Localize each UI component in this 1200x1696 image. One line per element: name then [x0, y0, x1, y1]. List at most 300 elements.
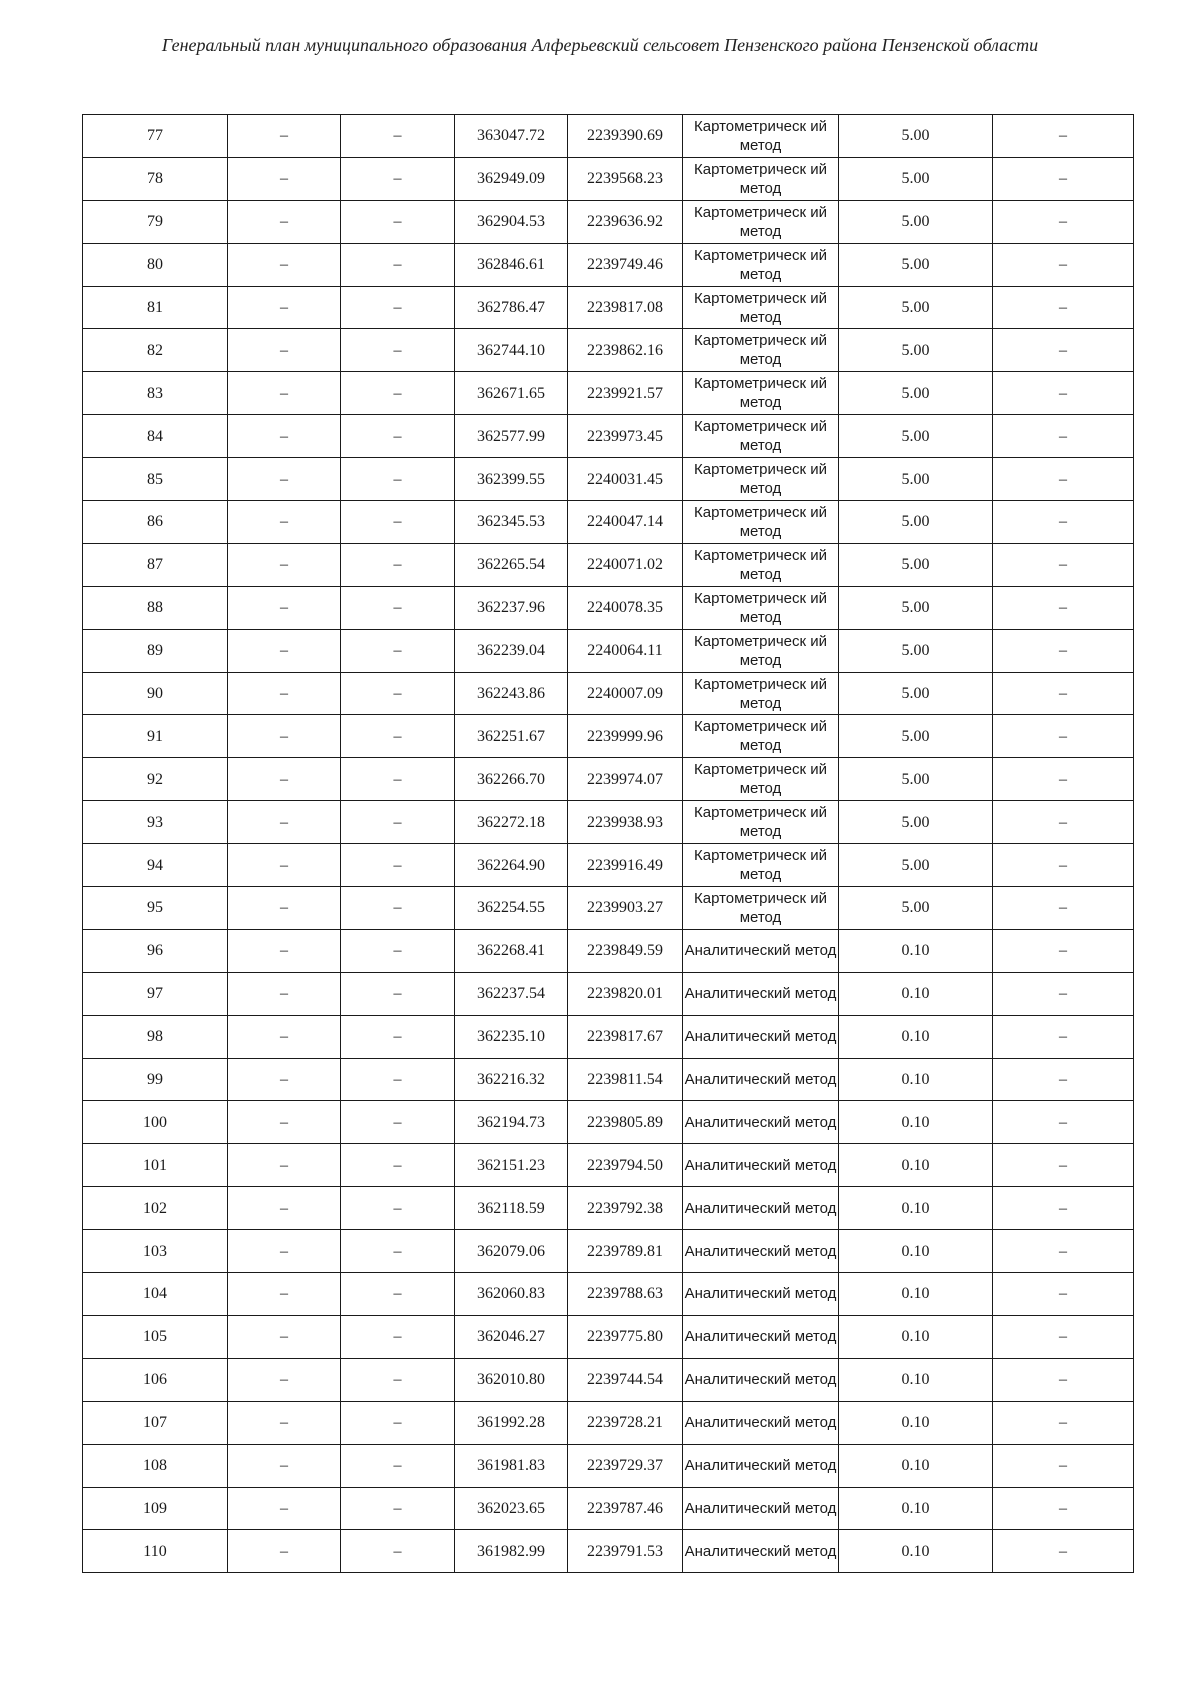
empty-x-cell: – — [228, 1444, 341, 1487]
method-cell: Аналитический метод — [683, 1401, 839, 1444]
table-row — [83, 1058, 1134, 1101]
x-coordinate-cell: 362846.61 — [455, 243, 568, 286]
accuracy-cell: 0.10 — [839, 1058, 993, 1101]
description-cell: – — [993, 243, 1134, 286]
y-coordinate-cell: 2239636.92 — [568, 200, 683, 243]
method-cell: Картометрическ ий метод — [683, 586, 839, 629]
empty-y-cell: – — [341, 972, 455, 1015]
y-coordinate-cell: 2239729.37 — [568, 1444, 683, 1487]
method-cell: Картометрическ ий метод — [683, 157, 839, 200]
point-number-cell: 103 — [83, 1230, 228, 1273]
empty-y-cell: – — [341, 200, 455, 243]
description-cell: – — [993, 972, 1134, 1015]
x-coordinate-cell: 362243.86 — [455, 672, 568, 715]
y-coordinate-cell: 2239788.63 — [568, 1273, 683, 1316]
accuracy-cell: 0.10 — [839, 1230, 993, 1273]
point-number-cell: 99 — [83, 1058, 228, 1101]
point-number-cell: 100 — [83, 1101, 228, 1144]
table-row — [83, 1315, 1134, 1358]
x-coordinate-cell: 361981.83 — [455, 1444, 568, 1487]
y-coordinate-cell: 2239811.54 — [568, 1058, 683, 1101]
y-coordinate-cell: 2240007.09 — [568, 672, 683, 715]
method-cell: Аналитический метод — [683, 1230, 839, 1273]
point-number-cell: 88 — [83, 586, 228, 629]
y-coordinate-cell: 2239921.57 — [568, 372, 683, 415]
table-row — [83, 1444, 1134, 1487]
description-cell: – — [993, 200, 1134, 243]
accuracy-cell: 5.00 — [839, 586, 993, 629]
accuracy-cell: 0.10 — [839, 1015, 993, 1058]
y-coordinate-cell: 2239973.45 — [568, 415, 683, 458]
accuracy-cell: 5.00 — [839, 458, 993, 501]
x-coordinate-cell: 362079.06 — [455, 1230, 568, 1273]
table-row — [83, 415, 1134, 458]
x-coordinate-cell: 362216.32 — [455, 1058, 568, 1101]
x-coordinate-cell: 362118.59 — [455, 1187, 568, 1230]
y-coordinate-cell: 2240047.14 — [568, 501, 683, 544]
empty-x-cell: – — [228, 715, 341, 758]
accuracy-cell: 0.10 — [839, 1187, 993, 1230]
accuracy-cell: 5.00 — [839, 157, 993, 200]
x-coordinate-cell: 362744.10 — [455, 329, 568, 372]
accuracy-cell: 5.00 — [839, 801, 993, 844]
x-coordinate-cell: 362786.47 — [455, 286, 568, 329]
method-cell: Аналитический метод — [683, 1273, 839, 1316]
point-number-cell: 82 — [83, 329, 228, 372]
description-cell: – — [993, 1487, 1134, 1530]
y-coordinate-cell: 2239390.69 — [568, 115, 683, 158]
table-row — [83, 543, 1134, 586]
table-row — [83, 1015, 1134, 1058]
table-row — [83, 1273, 1134, 1316]
description-cell: – — [993, 415, 1134, 458]
x-coordinate-cell: 362254.55 — [455, 887, 568, 930]
table-row — [83, 1187, 1134, 1230]
method-cell: Картометрическ ий метод — [683, 887, 839, 930]
point-number-cell: 93 — [83, 801, 228, 844]
y-coordinate-cell: 2239728.21 — [568, 1401, 683, 1444]
accuracy-cell: 0.10 — [839, 1530, 993, 1573]
x-coordinate-cell: 362239.04 — [455, 629, 568, 672]
y-coordinate-cell: 2240071.02 — [568, 543, 683, 586]
empty-x-cell: – — [228, 672, 341, 715]
description-cell: – — [993, 501, 1134, 544]
empty-x-cell: – — [228, 929, 341, 972]
accuracy-cell: 5.00 — [839, 543, 993, 586]
accuracy-cell: 0.10 — [839, 1101, 993, 1144]
point-number-cell: 95 — [83, 887, 228, 930]
accuracy-cell: 5.00 — [839, 115, 993, 158]
accuracy-cell: 0.10 — [839, 1444, 993, 1487]
point-number-cell: 108 — [83, 1444, 228, 1487]
y-coordinate-cell: 2239938.93 — [568, 801, 683, 844]
table-row — [83, 1401, 1134, 1444]
empty-y-cell: – — [341, 586, 455, 629]
description-cell: – — [993, 1101, 1134, 1144]
point-number-cell: 89 — [83, 629, 228, 672]
point-number-cell: 98 — [83, 1015, 228, 1058]
table-row — [83, 115, 1134, 158]
empty-y-cell: – — [341, 1315, 455, 1358]
accuracy-cell: 5.00 — [839, 329, 993, 372]
method-cell: Аналитический метод — [683, 1487, 839, 1530]
point-number-cell: 102 — [83, 1187, 228, 1230]
description-cell: – — [993, 1315, 1134, 1358]
description-cell: – — [993, 1273, 1134, 1316]
empty-x-cell: – — [228, 1401, 341, 1444]
point-number-cell: 91 — [83, 715, 228, 758]
empty-x-cell: – — [228, 1273, 341, 1316]
empty-x-cell: – — [228, 1187, 341, 1230]
point-number-cell: 104 — [83, 1273, 228, 1316]
empty-y-cell: – — [341, 1101, 455, 1144]
y-coordinate-cell: 2239749.46 — [568, 243, 683, 286]
y-coordinate-cell: 2239817.67 — [568, 1015, 683, 1058]
empty-x-cell: – — [228, 501, 341, 544]
description-cell: – — [993, 629, 1134, 672]
table-row — [83, 372, 1134, 415]
method-cell: Аналитический метод — [683, 929, 839, 972]
x-coordinate-cell: 362949.09 — [455, 157, 568, 200]
x-coordinate-cell: 362904.53 — [455, 200, 568, 243]
accuracy-cell: 5.00 — [839, 372, 993, 415]
empty-y-cell: – — [341, 501, 455, 544]
table-row — [83, 801, 1134, 844]
empty-x-cell: – — [228, 1230, 341, 1273]
empty-x-cell: – — [228, 1101, 341, 1144]
point-number-cell: 96 — [83, 929, 228, 972]
empty-y-cell: – — [341, 329, 455, 372]
accuracy-cell: 5.00 — [839, 200, 993, 243]
method-cell: Картометрическ ий метод — [683, 543, 839, 586]
y-coordinate-cell: 2239789.81 — [568, 1230, 683, 1273]
description-cell: – — [993, 543, 1134, 586]
y-coordinate-cell: 2239787.46 — [568, 1487, 683, 1530]
x-coordinate-cell: 362251.67 — [455, 715, 568, 758]
x-coordinate-cell: 362345.53 — [455, 501, 568, 544]
point-number-cell: 97 — [83, 972, 228, 1015]
x-coordinate-cell: 362577.99 — [455, 415, 568, 458]
accuracy-cell: 5.00 — [839, 286, 993, 329]
description-cell: – — [993, 1401, 1134, 1444]
table-row — [83, 1144, 1134, 1187]
x-coordinate-cell: 361982.99 — [455, 1530, 568, 1573]
point-number-cell: 92 — [83, 758, 228, 801]
method-cell: Аналитический метод — [683, 1144, 839, 1187]
empty-y-cell: – — [341, 1144, 455, 1187]
point-number-cell: 110 — [83, 1530, 228, 1573]
table-body — [83, 115, 1134, 1573]
description-cell: – — [993, 887, 1134, 930]
empty-x-cell: – — [228, 200, 341, 243]
table-row — [83, 1101, 1134, 1144]
empty-x-cell: – — [228, 115, 341, 158]
coordinates-table — [82, 114, 1134, 1573]
y-coordinate-cell: 2239862.16 — [568, 329, 683, 372]
y-coordinate-cell: 2240031.45 — [568, 458, 683, 501]
description-cell: – — [993, 458, 1134, 501]
table-row — [83, 243, 1134, 286]
empty-x-cell: – — [228, 1315, 341, 1358]
method-cell: Аналитический метод — [683, 972, 839, 1015]
x-coordinate-cell: 362264.90 — [455, 844, 568, 887]
empty-y-cell: – — [341, 543, 455, 586]
x-coordinate-cell: 362060.83 — [455, 1273, 568, 1316]
accuracy-cell: 0.10 — [839, 929, 993, 972]
method-cell: Картометрическ ий метод — [683, 672, 839, 715]
method-cell: Картометрическ ий метод — [683, 844, 839, 887]
accuracy-cell: 5.00 — [839, 758, 993, 801]
empty-x-cell: – — [228, 1144, 341, 1187]
empty-y-cell: – — [341, 715, 455, 758]
empty-y-cell: – — [341, 629, 455, 672]
y-coordinate-cell: 2240078.35 — [568, 586, 683, 629]
accuracy-cell: 5.00 — [839, 501, 993, 544]
x-coordinate-cell: 362010.80 — [455, 1358, 568, 1401]
accuracy-cell: 5.00 — [839, 844, 993, 887]
empty-y-cell: – — [341, 844, 455, 887]
empty-x-cell: – — [228, 629, 341, 672]
accuracy-cell: 0.10 — [839, 1315, 993, 1358]
description-cell: – — [993, 758, 1134, 801]
x-coordinate-cell: 362266.70 — [455, 758, 568, 801]
table-row — [83, 758, 1134, 801]
method-cell: Картометрическ ий метод — [683, 415, 839, 458]
point-number-cell: 87 — [83, 543, 228, 586]
table-row — [83, 586, 1134, 629]
point-number-cell: 94 — [83, 844, 228, 887]
x-coordinate-cell: 362151.23 — [455, 1144, 568, 1187]
method-cell: Картометрическ ий метод — [683, 715, 839, 758]
empty-x-cell: – — [228, 972, 341, 1015]
empty-y-cell: – — [341, 672, 455, 715]
point-number-cell: 78 — [83, 157, 228, 200]
x-coordinate-cell: 362671.65 — [455, 372, 568, 415]
method-cell: Картометрическ ий метод — [683, 501, 839, 544]
empty-y-cell: – — [341, 887, 455, 930]
x-coordinate-cell: 362272.18 — [455, 801, 568, 844]
description-cell: – — [993, 115, 1134, 158]
table-row — [83, 286, 1134, 329]
description-cell: – — [993, 801, 1134, 844]
description-cell: – — [993, 1144, 1134, 1187]
empty-y-cell: – — [341, 929, 455, 972]
y-coordinate-cell: 2239817.08 — [568, 286, 683, 329]
method-cell: Картометрическ ий метод — [683, 801, 839, 844]
y-coordinate-cell: 2239805.89 — [568, 1101, 683, 1144]
y-coordinate-cell: 2239999.96 — [568, 715, 683, 758]
accuracy-cell: 0.10 — [839, 1358, 993, 1401]
method-cell: Аналитический метод — [683, 1101, 839, 1144]
method-cell: Аналитический метод — [683, 1358, 839, 1401]
y-coordinate-cell: 2239791.53 — [568, 1530, 683, 1573]
empty-x-cell: – — [228, 1015, 341, 1058]
description-cell: – — [993, 1015, 1134, 1058]
y-coordinate-cell: 2239744.54 — [568, 1358, 683, 1401]
method-cell: Картометрическ ий метод — [683, 372, 839, 415]
description-cell: – — [993, 1187, 1134, 1230]
accuracy-cell: 5.00 — [839, 887, 993, 930]
table-row — [83, 1530, 1134, 1573]
x-coordinate-cell: 362235.10 — [455, 1015, 568, 1058]
empty-y-cell: – — [341, 1487, 455, 1530]
table-row — [83, 157, 1134, 200]
point-number-cell: 90 — [83, 672, 228, 715]
description-cell: – — [993, 1058, 1134, 1101]
x-coordinate-cell: 362194.73 — [455, 1101, 568, 1144]
point-number-cell: 79 — [83, 200, 228, 243]
empty-y-cell: – — [341, 1444, 455, 1487]
y-coordinate-cell: 2239568.23 — [568, 157, 683, 200]
method-cell: Картометрическ ий метод — [683, 329, 839, 372]
empty-y-cell: – — [341, 115, 455, 158]
point-number-cell: 106 — [83, 1358, 228, 1401]
x-coordinate-cell: 362046.27 — [455, 1315, 568, 1358]
description-cell: – — [993, 1358, 1134, 1401]
point-number-cell: 83 — [83, 372, 228, 415]
empty-x-cell: – — [228, 458, 341, 501]
x-coordinate-cell: 362265.54 — [455, 543, 568, 586]
description-cell: – — [993, 1530, 1134, 1573]
accuracy-cell: 5.00 — [839, 243, 993, 286]
table-row — [83, 715, 1134, 758]
table-row — [83, 887, 1134, 930]
point-number-cell: 81 — [83, 286, 228, 329]
table-row — [83, 200, 1134, 243]
empty-x-cell: – — [228, 543, 341, 586]
method-cell: Картометрическ ий метод — [683, 458, 839, 501]
description-cell: – — [993, 157, 1134, 200]
empty-x-cell: – — [228, 887, 341, 930]
table-row — [83, 1358, 1134, 1401]
point-number-cell: 101 — [83, 1144, 228, 1187]
point-number-cell: 77 — [83, 115, 228, 158]
accuracy-cell: 0.10 — [839, 1487, 993, 1530]
accuracy-cell: 0.10 — [839, 1144, 993, 1187]
method-cell: Аналитический метод — [683, 1015, 839, 1058]
empty-x-cell: – — [228, 801, 341, 844]
table-row — [83, 929, 1134, 972]
empty-y-cell: – — [341, 458, 455, 501]
empty-x-cell: – — [228, 1358, 341, 1401]
empty-y-cell: – — [341, 243, 455, 286]
table-row — [83, 672, 1134, 715]
empty-x-cell: – — [228, 157, 341, 200]
point-number-cell: 107 — [83, 1401, 228, 1444]
description-cell: – — [993, 372, 1134, 415]
empty-y-cell: – — [341, 157, 455, 200]
empty-x-cell: – — [228, 286, 341, 329]
method-cell: Картометрическ ий метод — [683, 115, 839, 158]
method-cell: Аналитический метод — [683, 1058, 839, 1101]
table-row — [83, 844, 1134, 887]
empty-y-cell: – — [341, 1230, 455, 1273]
empty-x-cell: – — [228, 586, 341, 629]
empty-x-cell: – — [228, 844, 341, 887]
table-row — [83, 1230, 1134, 1273]
y-coordinate-cell: 2239903.27 — [568, 887, 683, 930]
empty-x-cell: – — [228, 1487, 341, 1530]
point-number-cell: 85 — [83, 458, 228, 501]
method-cell: Картометрическ ий метод — [683, 200, 839, 243]
empty-y-cell: – — [341, 1530, 455, 1573]
description-cell: – — [993, 1230, 1134, 1273]
page-header: Генеральный план муниципального образования Алферьевский сельсовет Пензенского района Пензенской области — [161, 35, 1039, 55]
y-coordinate-cell: 2239916.49 — [568, 844, 683, 887]
y-coordinate-cell: 2240064.11 — [568, 629, 683, 672]
description-cell: – — [993, 1444, 1134, 1487]
description-cell: – — [993, 929, 1134, 972]
description-cell: – — [993, 672, 1134, 715]
point-number-cell: 86 — [83, 501, 228, 544]
method-cell: Аналитический метод — [683, 1315, 839, 1358]
method-cell: Картометрическ ий метод — [683, 243, 839, 286]
point-number-cell: 109 — [83, 1487, 228, 1530]
accuracy-cell: 0.10 — [839, 1401, 993, 1444]
method-cell: Картометрическ ий метод — [683, 629, 839, 672]
table-row — [83, 458, 1134, 501]
method-cell: Аналитический метод — [683, 1530, 839, 1573]
y-coordinate-cell: 2239775.80 — [568, 1315, 683, 1358]
x-coordinate-cell: 361992.28 — [455, 1401, 568, 1444]
method-cell: Картометрическ ий метод — [683, 286, 839, 329]
method-cell: Аналитический метод — [683, 1444, 839, 1487]
x-coordinate-cell: 362237.96 — [455, 586, 568, 629]
empty-y-cell: – — [341, 415, 455, 458]
point-number-cell: 105 — [83, 1315, 228, 1358]
empty-y-cell: – — [341, 1401, 455, 1444]
empty-y-cell: – — [341, 1358, 455, 1401]
y-coordinate-cell: 2239794.50 — [568, 1144, 683, 1187]
empty-y-cell: – — [341, 1273, 455, 1316]
empty-x-cell: – — [228, 243, 341, 286]
empty-x-cell: – — [228, 415, 341, 458]
table-row — [83, 329, 1134, 372]
method-cell: Картометрическ ий метод — [683, 758, 839, 801]
empty-y-cell: – — [341, 372, 455, 415]
accuracy-cell: 0.10 — [839, 1273, 993, 1316]
table-row — [83, 629, 1134, 672]
x-coordinate-cell: 362237.54 — [455, 972, 568, 1015]
empty-y-cell: – — [341, 1187, 455, 1230]
accuracy-cell: 5.00 — [839, 629, 993, 672]
empty-x-cell: – — [228, 758, 341, 801]
description-cell: – — [993, 844, 1134, 887]
y-coordinate-cell: 2239820.01 — [568, 972, 683, 1015]
method-cell: Аналитический метод — [683, 1187, 839, 1230]
empty-y-cell: – — [341, 286, 455, 329]
x-coordinate-cell: 362023.65 — [455, 1487, 568, 1530]
description-cell: – — [993, 586, 1134, 629]
table-row — [83, 972, 1134, 1015]
empty-x-cell: – — [228, 1530, 341, 1573]
description-cell: – — [993, 286, 1134, 329]
x-coordinate-cell: 363047.72 — [455, 115, 568, 158]
empty-x-cell: – — [228, 1058, 341, 1101]
y-coordinate-cell: 2239849.59 — [568, 929, 683, 972]
empty-y-cell: – — [341, 1015, 455, 1058]
empty-y-cell: – — [341, 801, 455, 844]
y-coordinate-cell: 2239974.07 — [568, 758, 683, 801]
accuracy-cell: 5.00 — [839, 415, 993, 458]
empty-y-cell: – — [341, 1058, 455, 1101]
empty-y-cell: – — [341, 758, 455, 801]
table-row — [83, 501, 1134, 544]
description-cell: – — [993, 715, 1134, 758]
point-number-cell: 84 — [83, 415, 228, 458]
x-coordinate-cell: 362268.41 — [455, 929, 568, 972]
x-coordinate-cell: 362399.55 — [455, 458, 568, 501]
